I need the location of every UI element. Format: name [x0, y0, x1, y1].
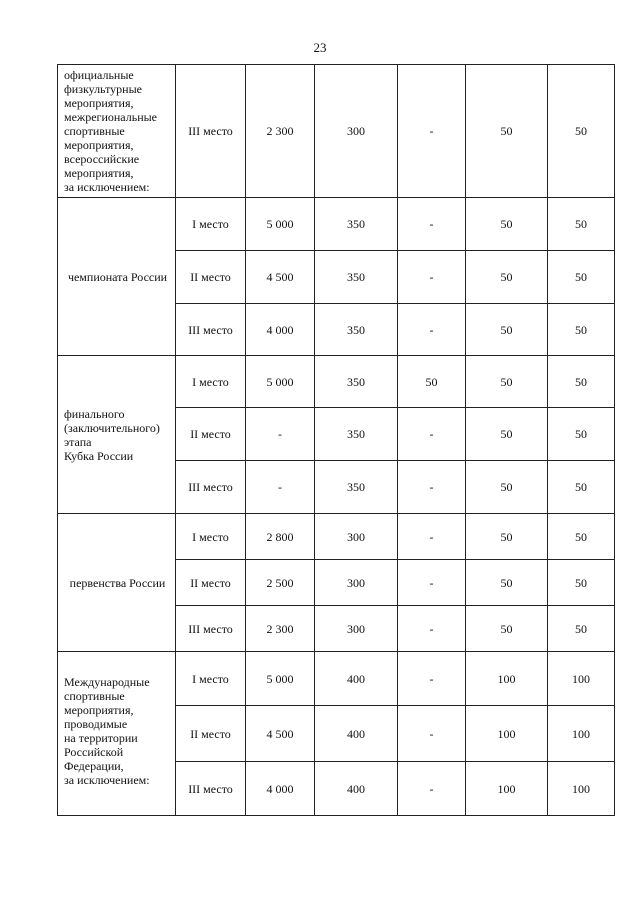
- value-cell: 5 000: [246, 198, 315, 251]
- table-row: [58, 356, 615, 408]
- value-cell: 2 800: [246, 514, 315, 560]
- category-cell: Международные спортивные мероприятия, проводимые на территории Российской Федерации, за исключением:: [58, 652, 176, 816]
- value-cell: 100: [548, 706, 615, 762]
- value-cell: 100: [466, 652, 548, 706]
- value-cell: -: [398, 560, 466, 606]
- value-cell: -: [398, 304, 466, 356]
- value-cell: 350: [315, 356, 398, 408]
- table-row: [58, 65, 615, 198]
- value-cell: 300: [315, 560, 398, 606]
- place-cell: II место: [176, 251, 246, 304]
- value-cell: 5 000: [246, 356, 315, 408]
- value-cell: 50: [548, 514, 615, 560]
- value-cell: 50: [398, 356, 466, 408]
- value-cell: 100: [466, 762, 548, 816]
- value-cell: 50: [548, 304, 615, 356]
- value-cell: 50: [466, 461, 548, 514]
- value-cell: 50: [548, 65, 615, 198]
- place-cell: II место: [176, 408, 246, 461]
- value-cell: -: [398, 652, 466, 706]
- category-cell: чемпионата России: [58, 198, 176, 356]
- place-cell: II место: [176, 560, 246, 606]
- value-cell: 50: [466, 560, 548, 606]
- value-cell: 300: [315, 65, 398, 198]
- value-cell: -: [246, 408, 315, 461]
- value-cell: 2 500: [246, 560, 315, 606]
- value-cell: -: [398, 762, 466, 816]
- value-cell: 50: [548, 251, 615, 304]
- value-cell: 50: [466, 606, 548, 652]
- value-cell: 50: [548, 356, 615, 408]
- value-cell: 100: [548, 652, 615, 706]
- value-cell: 400: [315, 652, 398, 706]
- payment-table: [57, 64, 615, 816]
- value-cell: 300: [315, 514, 398, 560]
- place-cell: I место: [176, 652, 246, 706]
- value-cell: 50: [466, 251, 548, 304]
- value-cell: 50: [548, 408, 615, 461]
- place-cell: I место: [176, 356, 246, 408]
- table-row: [58, 514, 615, 560]
- value-cell: 50: [548, 198, 615, 251]
- value-cell: 300: [315, 606, 398, 652]
- value-cell: 4 000: [246, 762, 315, 816]
- place-cell: II место: [176, 706, 246, 762]
- value-cell: 100: [466, 706, 548, 762]
- value-cell: -: [398, 514, 466, 560]
- place-cell: I место: [176, 514, 246, 560]
- value-cell: 50: [466, 408, 548, 461]
- value-cell: 350: [315, 304, 398, 356]
- value-cell: 50: [466, 198, 548, 251]
- value-cell: -: [246, 461, 315, 514]
- value-cell: 50: [548, 560, 615, 606]
- value-cell: 4 500: [246, 251, 315, 304]
- value-cell: 50: [466, 304, 548, 356]
- page-number: 23: [313, 40, 327, 55]
- value-cell: -: [398, 461, 466, 514]
- category-cell: финального (заключительного) этапа Кубка России: [58, 356, 176, 514]
- place-cell: III место: [176, 304, 246, 356]
- value-cell: 50: [548, 606, 615, 652]
- value-cell: 50: [548, 461, 615, 514]
- value-cell: 350: [315, 461, 398, 514]
- value-cell: 400: [315, 762, 398, 816]
- place-cell: I место: [176, 198, 246, 251]
- value-cell: 100: [548, 762, 615, 816]
- value-cell: 50: [466, 514, 548, 560]
- place-cell: III место: [176, 606, 246, 652]
- category-cell: первенства России: [58, 514, 176, 652]
- value-cell: 350: [315, 251, 398, 304]
- value-cell: -: [398, 408, 466, 461]
- value-cell: 50: [466, 65, 548, 198]
- value-cell: 350: [315, 408, 398, 461]
- value-cell: 4 000: [246, 304, 315, 356]
- table-row: [58, 652, 615, 706]
- value-cell: 400: [315, 706, 398, 762]
- value-cell: 4 500: [246, 706, 315, 762]
- value-cell: 2 300: [246, 65, 315, 198]
- value-cell: 2 300: [246, 606, 315, 652]
- value-cell: -: [398, 251, 466, 304]
- place-cell: III место: [176, 461, 246, 514]
- value-cell: -: [398, 65, 466, 198]
- value-cell: -: [398, 198, 466, 251]
- place-cell: III место: [176, 65, 246, 198]
- value-cell: 350: [315, 198, 398, 251]
- place-cell: III место: [176, 762, 246, 816]
- value-cell: 50: [466, 356, 548, 408]
- value-cell: -: [398, 706, 466, 762]
- value-cell: 5 000: [246, 652, 315, 706]
- category-cell: официальные физкультурные мероприятия, межрегиональные спортивные мероприятия, всероссийские мероприятия, за исключением:: [58, 65, 176, 198]
- value-cell: -: [398, 606, 466, 652]
- table-row: [58, 198, 615, 251]
